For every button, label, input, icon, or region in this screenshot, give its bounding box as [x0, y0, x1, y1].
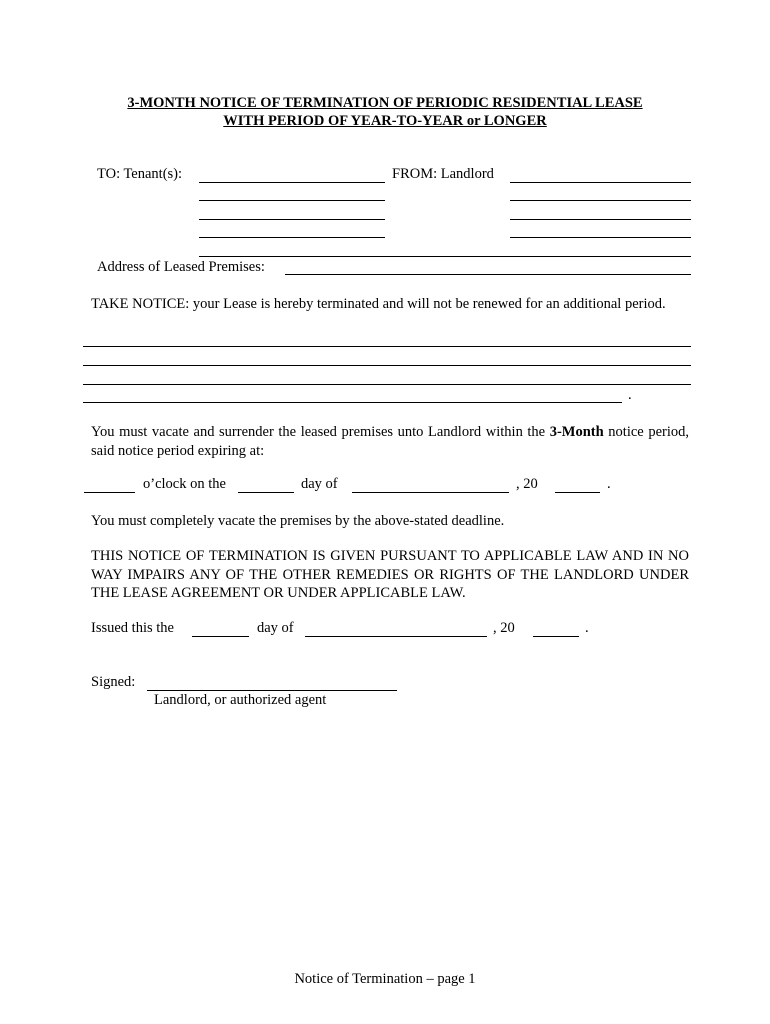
expiry-day-of-label: day of [301, 476, 338, 492]
legal-paragraph: THIS NOTICE OF TERMINATION IS GIVEN PURSUANT TO APPLICABLE LAW AND IN NO WAY IMPAIRS ANY OF THE OTHER REMEDIES OR RIGHTS OF THE LANDLORD UNDER THE LEASE AGREEMENT OR UNDER APPLICABLE LAW. [91, 548, 689, 601]
oclock-label: o’clock on the [143, 476, 226, 492]
notice-blank-line-4[interactable] [83, 402, 622, 403]
signature-caption: Landlord, or authorized agent [154, 692, 327, 708]
issued-day-of-label: day of [257, 620, 294, 636]
tenant-name-field-4[interactable] [199, 237, 385, 238]
expiry-year-field[interactable] [555, 492, 600, 493]
to-tenants-label: TO: Tenant(s): [97, 166, 183, 182]
expiry-hour-field[interactable] [84, 492, 135, 493]
tenant-name-field-2[interactable] [199, 200, 385, 201]
tenant-name-field-1[interactable] [199, 182, 385, 183]
deadline-sentence: You must completely vacate the premises by the above-stated deadline. [91, 513, 505, 529]
issued-year-field[interactable] [533, 636, 579, 637]
landlord-name-field-4[interactable] [510, 237, 691, 238]
signature-field[interactable] [147, 690, 397, 691]
notice-end-period: . [628, 387, 632, 403]
vacate-text-before: You must vacate and surrender the leased premises unto Landlord within the [91, 424, 546, 440]
landlord-name-field-2[interactable] [510, 200, 691, 201]
take-notice-paragraph: TAKE NOTICE: your Lease is hereby terminated and will not be renewed for an additional period. [91, 296, 666, 312]
address-field-line-1[interactable] [199, 256, 691, 257]
page-footer: Notice of Termination – page 1 [294, 971, 476, 987]
notice-blank-line-2[interactable] [83, 365, 691, 366]
vacate-text-after: notice period, said notice period expiring at: [91, 424, 689, 459]
vacate-paragraph [91, 423, 689, 460]
document-title-line1: 3-MONTH NOTICE OF TERMINATION OF PERIODIC RESIDENTIAL LEASE [127, 95, 643, 111]
expiry-day-field[interactable] [238, 492, 294, 493]
from-landlord-label: FROM: Landlord [392, 166, 494, 182]
document-title-line2: WITH PERIOD OF YEAR-TO-YEAR or LONGER [223, 113, 547, 129]
notice-blank-line-3[interactable] [83, 384, 691, 385]
vacate-period-bold: 3-Month [549, 424, 604, 440]
expiry-end-period: . [607, 476, 611, 492]
address-field-line-2[interactable] [285, 274, 691, 275]
notice-blank-line-1[interactable] [83, 346, 691, 347]
landlord-name-field-3[interactable] [510, 219, 691, 220]
issued-end-period: . [585, 620, 589, 636]
issued-day-field[interactable] [192, 636, 249, 637]
expiry-year-prefix: , 20 [516, 476, 538, 492]
tenant-name-field-3[interactable] [199, 219, 385, 220]
issued-year-prefix: , 20 [493, 620, 515, 636]
signed-label: Signed: [91, 674, 136, 690]
landlord-name-field-1[interactable] [510, 182, 691, 183]
issued-month-field[interactable] [305, 636, 487, 637]
expiry-month-field[interactable] [352, 492, 509, 493]
issued-label: Issued this the [91, 620, 174, 636]
address-label: Address of Leased Premises: [97, 259, 265, 275]
